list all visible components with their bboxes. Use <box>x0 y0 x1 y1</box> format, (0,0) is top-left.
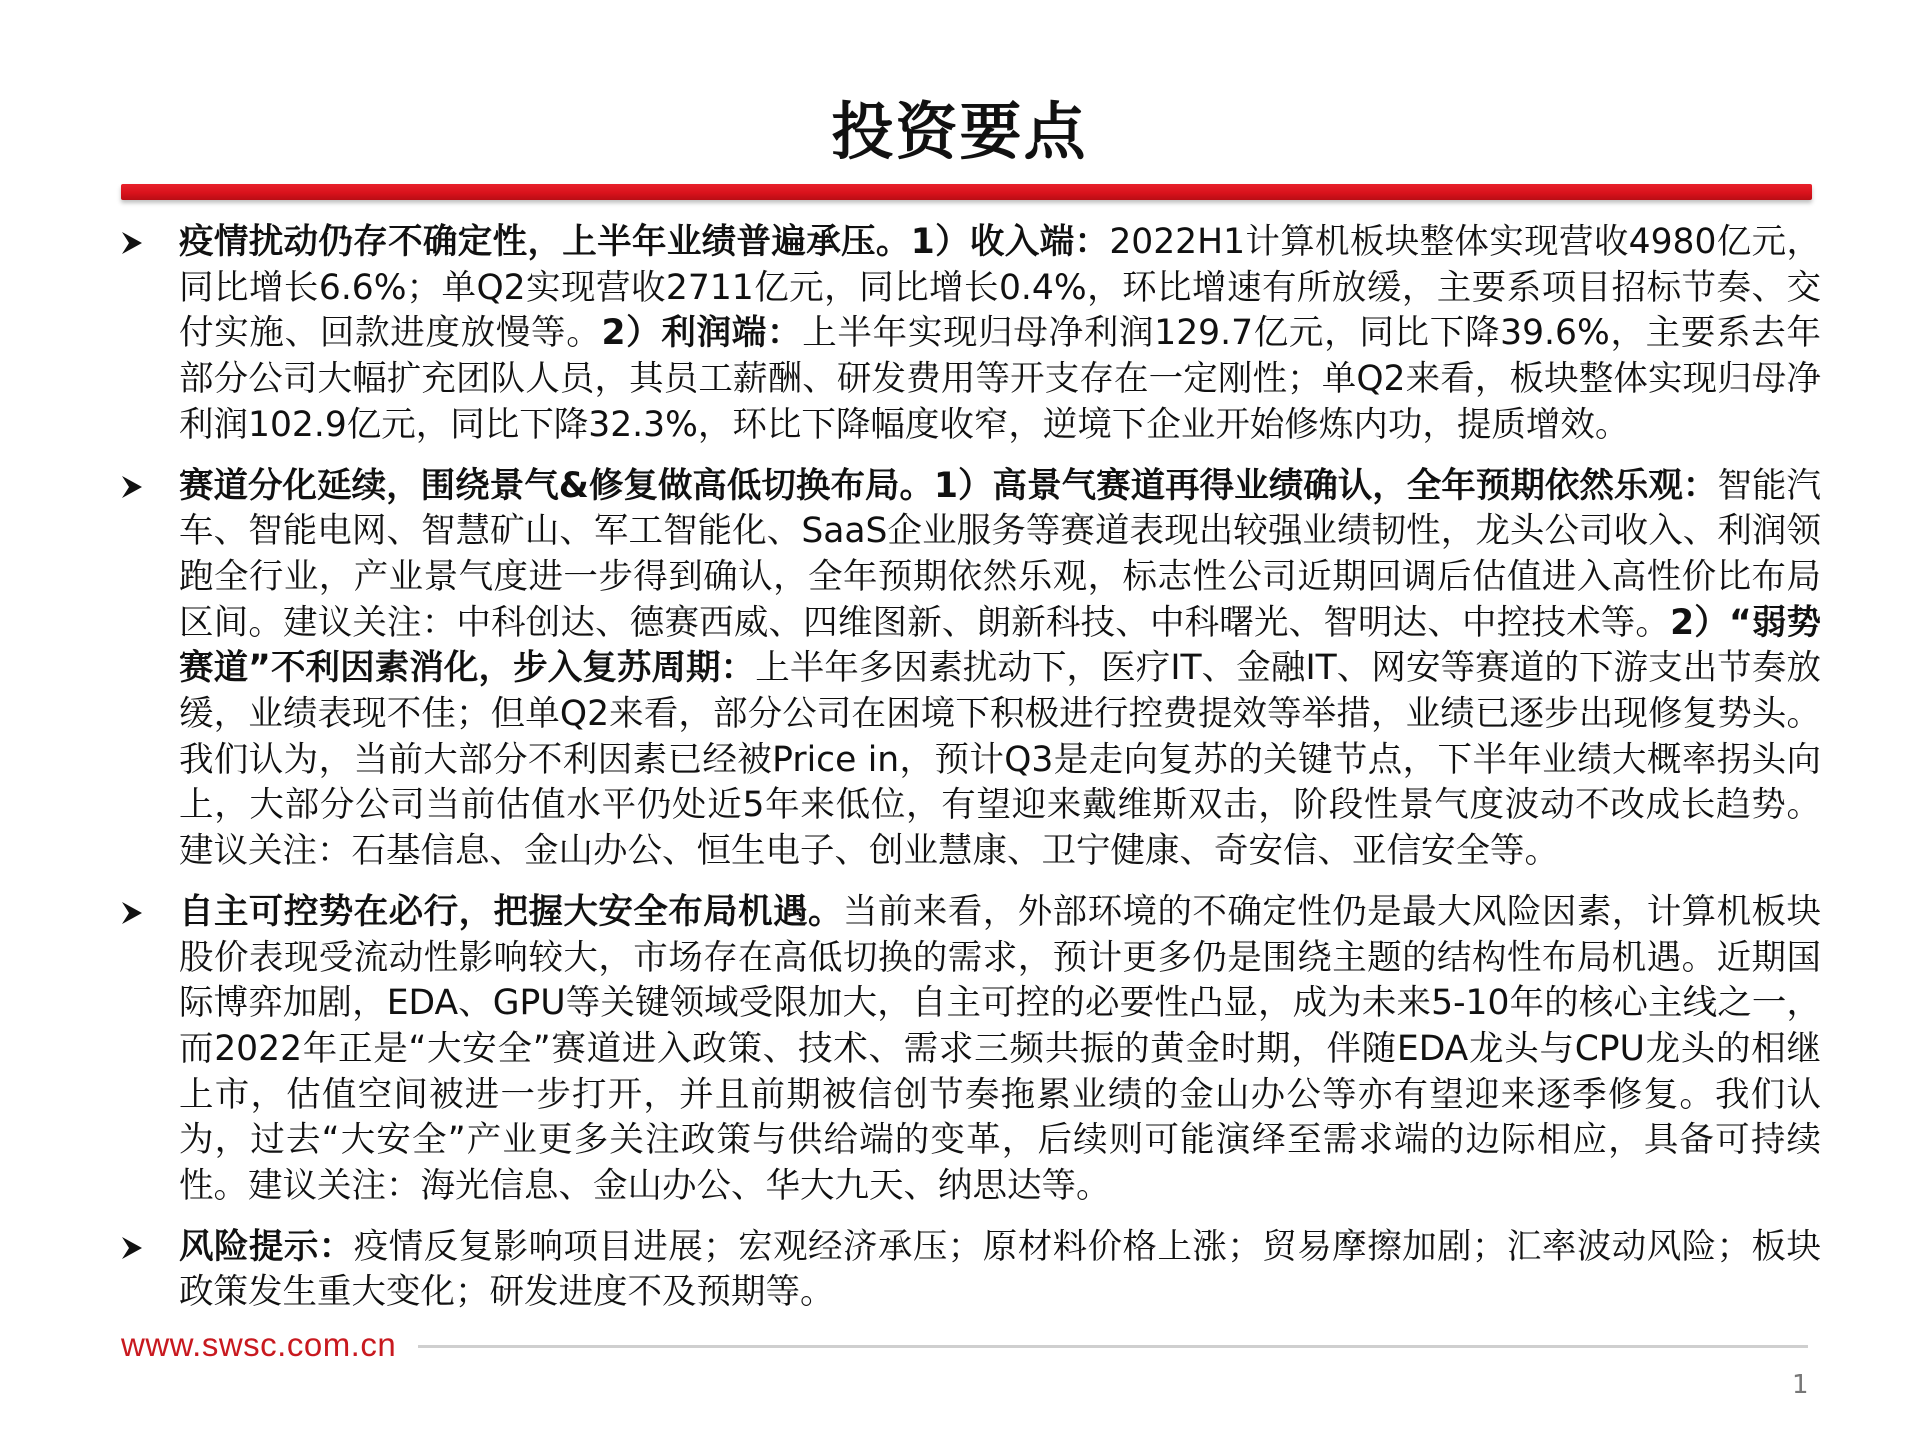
footer-divider <box>418 1345 1808 1348</box>
bullet-text: 2022H1计算机板块整体实现营收4980亿元，同比增长6.6%；单Q2实现营收2711亿元，同比增长0.4%，环比增速有所放缓，主要系项目招标节奏、交付实施、回款进度放慢等。 <box>179 222 1821 354</box>
title-underline-bar <box>121 184 1812 200</box>
bullet-item <box>121 890 1821 1210</box>
bullet-text: 上半年实现归母净利润129.7亿元，同比下降39.6%，主要系去年部分公司大幅扩充团队人员，其员工薪酬、研发费用等开支存在一定刚性；单Q2来看，板块整体实现归母净利润102.9亿元，同比下降32.3%，环比下降幅度收窄，逆境下企业开始修炼内功，提质增效。 <box>179 313 1821 445</box>
footer-website-url[interactable]: www.swsc.com.cn <box>121 1326 397 1363</box>
page-title: 投资要点 <box>831 95 1088 168</box>
bullet-item <box>121 220 1821 449</box>
investment-points-list <box>121 220 1821 1316</box>
bullet-text-bold: 2）利润端： <box>601 313 803 354</box>
bullet-text-bold: 疫情扰动仍存不确定性，上半年业绩普遍承压。1）收入端： <box>179 222 1110 262</box>
bullet-text: 智能汽车、智能电网、智慧矿山、军工智能化、SaaS企业服务等赛道表现出较强业绩韧性，龙头公司收入、利润领跑全行业，产业景气度进一步得到确认，全年预期依然乐观，标志性公司近期回调后估值进入高性价比布局区间。建议关注：中科创达、德赛西威、四维图新、朗新科技、中科曙光、智明达、中控技术等。 <box>179 465 1822 643</box>
bullet-text: 疫情反复影响项目进展；宏观经济承压；原材料价格上涨；贸易摩擦加剧；汇率波动风险；板块政策发生重大变化；研发进度不及预期等。 <box>179 1226 1822 1313</box>
bullet-text: 上半年多因素扰动下，医疗IT、金融IT、网安等赛道的下游支出节奏放缓，业绩表现不佳；但单Q2来看，部分公司在困境下积极进行控费提效等举措，业绩已逐步出现修复势头。我们认为，当前大部分不利因素已经被Price in，预计Q3是走向复苏的关键节点，下半年业绩大概率拐头向上，大部分公司当前估值水平仍处近5年来低位，有望迎来戴维斯双击，阶段性景气度波动不改成长趋势。建议关注：石基信息、金山办公、恒生电子、创业慧康、卫宁健康、奇安信、亚信安全等。 <box>179 648 1821 872</box>
bullet-text-bold: 赛道分化延续，围绕景气&修复做高低切换布局。1）高景气赛道再得业绩确认，全年预期依然乐观： <box>179 465 1718 506</box>
arrow-bullet-icon <box>121 900 143 926</box>
arrow-bullet-icon <box>121 1235 143 1261</box>
arrow-bullet-icon <box>121 474 143 500</box>
bullet-item <box>121 464 1821 875</box>
bullet-text-bold: 风险提示： <box>179 1226 354 1267</box>
bullet-item <box>121 1225 1821 1316</box>
bullet-text-bold: 自主可控势在必行，把握大安全布局机遇。 <box>179 891 843 932</box>
page-number: 1 <box>1792 1370 1809 1400</box>
bullet-text-bold: 2）“弱势赛道”不利因素消化，步入复苏周期： <box>179 602 1821 689</box>
arrow-bullet-icon <box>121 230 143 256</box>
bullet-text: 当前来看，外部环境的不确定性仍是最大风险因素，计算机板块股价表现受流动性影响较大，市场存在高低切换的需求，预计更多仍是围绕主题的结构性布局机遇。近期国际博弈加剧，EDA、GPU等关键领域受限加大，自主可控的必要性凸显，成为未来5-10年的核心主线之一，而2022年正是“大安全”赛道进入政策、技术、需求三频共振的黄金时期，伴随EDA龙头与CPU龙头的相继上市，估值空间被进一步打开，并且前期被信创节奏拖累业绩的金山办公等亦有望迎来逐季修复。我们认为，过去“大安全”产业更多关注政策与供给端的变革，后续则可能演绎至需求端的边际相应，具备可持续性。建议关注：海光信息、金山办公、华大九天、纳思达等。 <box>179 891 1821 1207</box>
